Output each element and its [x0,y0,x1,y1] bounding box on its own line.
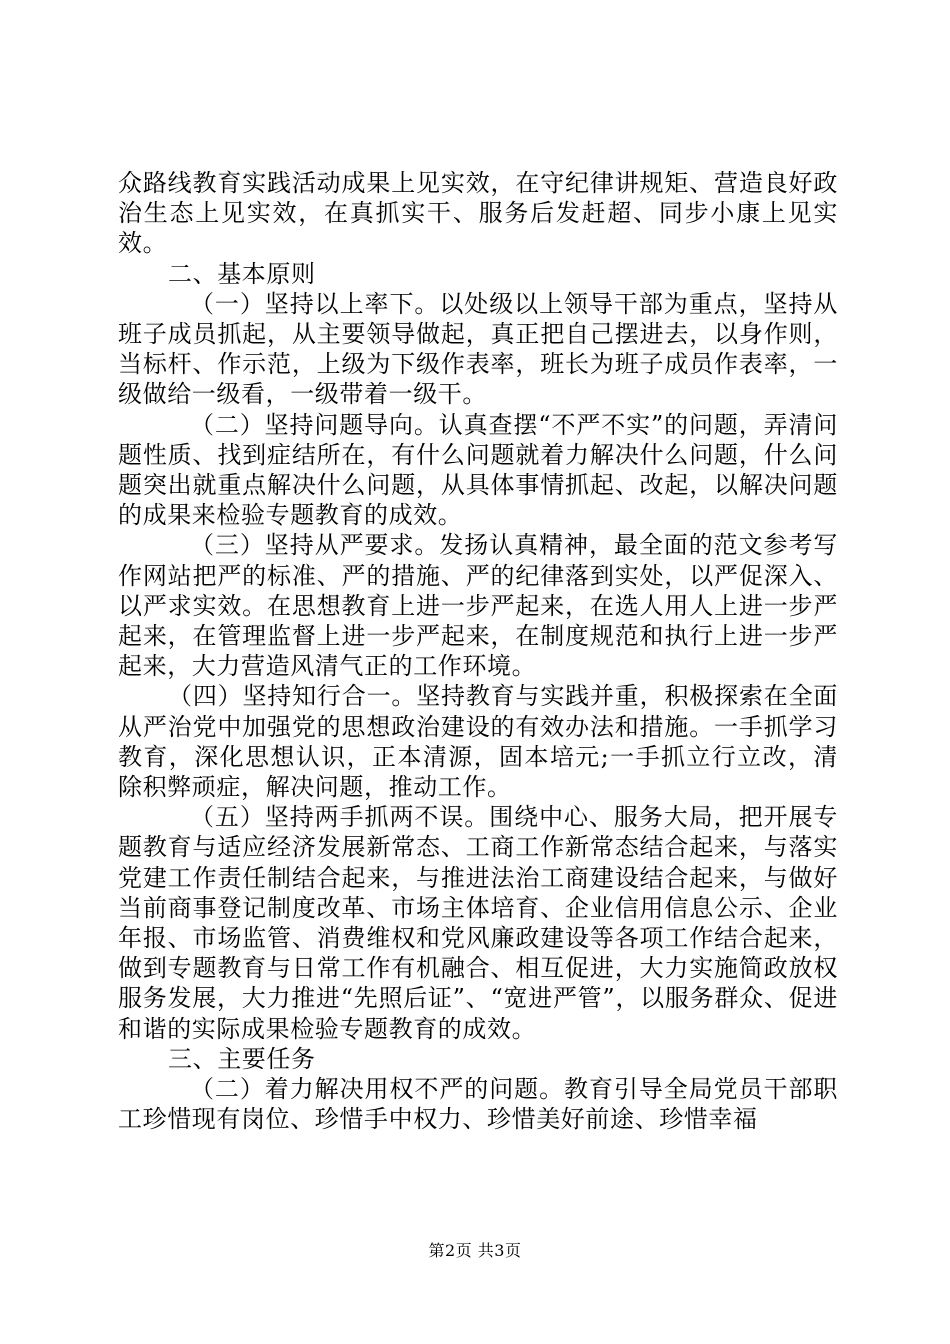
task-item-2: （二）着力解决用权不严的问题。教育引导全局党员干部职工珍惜现有岗位、珍惜手中权力、珍惜美好前途、珍惜幸福 [118,1075,838,1134]
page-number-footer: 第2页 共3页 [428,1241,522,1260]
paragraph-continuation: 众路线教育实践活动成果上见实效，在守纪律讲规矩、营造良好政治生态上见实效，在真抓实干、服务后发赶超、同步小康上见实效。 [118,169,838,258]
document-body [118,168,838,1135]
principle-item-5: （五）坚持两手抓两不误。围绕中心、服务大局，把开展专题教育与适应经济发展新常态、工商工作新常态结合起来，与落实党建工作责任制结合起来，与推进法治工商建设结合起来，与做好当前商事登记制度改革、市场主体培育、企业信用信息公示、企业年报、市场监管、消费维权和党风廉政建设等各项工作结合起来，做到专题教育与日常工作有机融合、相互促进，大力实施简政放权服务发展，大力推进“先照后证”、“宽进严管”，以服务群众、促进和谐的实际成果检验专题教育的成效。 [118,803,838,1043]
section-heading-tasks: 三、主要任务 [168,1044,316,1073]
principle-item-1: （一）坚持以上率下。以处级以上领导干部为重点，坚持从班子成员抓起，从主要领导做起，真正把自己摆进去，以身作则，当标杆、作示范，上级为下级作表率，班长为班子成员作表率，一级做给一级看，一级带着一级干。 [118,289,838,409]
principle-item-2: （二）坚持问题导向。认真查摆“不严不实”的问题，弄清问题性质、找到症结所在，有什么问题就着力解决什么问题，什么问题突出就重点解决什么问题，从具体事情抓起、改起，以解决问题的成果来检验专题教育的成效。 [118,410,838,530]
principle-item-3: （三）坚持从严要求。发扬认真精神，最全面的范文参考写作网站把严的标准、严的措施、严的纪律落到实处，以严促深入、以严求实效。在思想教育上进一步严起来，在选人用人上进一步严起来，在管理监督上进一步严起来，在制度规范和执行上进一步严起来，大力营造风清气正的工作环境。 [118,531,838,681]
principle-item-4: （四）坚持知行合一。坚持教育与实践并重，积极探索在全面从严治党中加强党的思想政治建设的有效办法和措施。一手抓学习教育，深化思想认识，正本清源，固本培元;一手抓立行立改，清除积弊顽症，解决问题，推动工作。 [118,682,838,802]
section-heading-principles: 二、基本原则 [168,259,316,288]
